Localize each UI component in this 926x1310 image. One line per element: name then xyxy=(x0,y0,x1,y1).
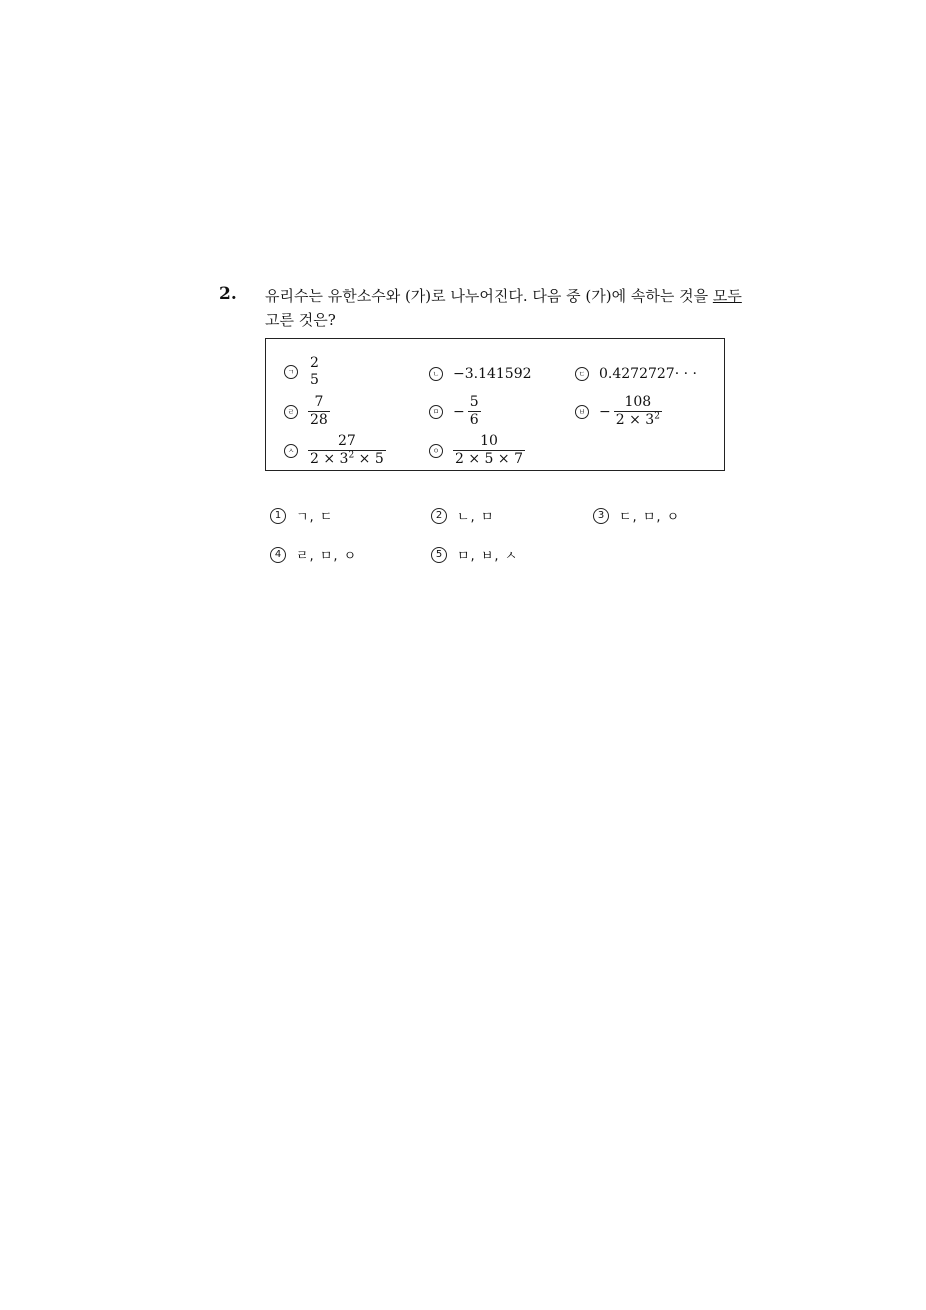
item-a xyxy=(284,355,321,389)
expression-box xyxy=(265,338,725,471)
choice-value: ㅁ, ㅂ, ㅅ xyxy=(457,549,519,564)
choice-value: ㄱ, ㄷ xyxy=(296,510,334,525)
fraction: $\frac{108}{2 \times 3^2}$ xyxy=(615,394,660,428)
choice-number: 1 xyxy=(270,508,286,524)
mark-bieup: ㅂ xyxy=(575,405,589,419)
choice-number: 3 xyxy=(593,508,609,524)
choice-value: ㄴ, ㅁ xyxy=(457,510,495,525)
mark-rieul: ㄹ xyxy=(284,405,298,419)
choice-4[interactable] xyxy=(270,545,357,564)
fraction: $\frac{7}{28}$ xyxy=(310,394,328,428)
choice-number: 2 xyxy=(431,508,447,524)
mark-digeut: ㄷ xyxy=(575,367,589,381)
fraction: 2 5 xyxy=(310,355,319,388)
choice-3[interactable] xyxy=(593,506,680,525)
question-stem xyxy=(265,284,765,332)
choice-number: 4 xyxy=(270,547,286,563)
stem-underlined: 모두 xyxy=(712,287,742,305)
stem-text: 유리수는 유한소수와 (가)로 나누어진다. 다음 중 (가)에 속하는 것을 xyxy=(265,287,713,305)
mark-mieum: ㅁ xyxy=(429,405,443,419)
item-h xyxy=(429,433,525,468)
value: 0.4272727· · · xyxy=(599,366,697,382)
choice-value: ㄹ, ㅁ, ㅇ xyxy=(296,549,358,564)
mark-siot: ㅅ xyxy=(284,444,298,458)
item-c xyxy=(575,366,697,382)
choice-number: 5 xyxy=(431,547,447,563)
item-g xyxy=(284,433,386,468)
mark-ieung: ㅇ xyxy=(429,444,443,458)
stem-text-2: 고른 것은? xyxy=(265,311,336,329)
choice-2[interactable] xyxy=(431,506,494,525)
mark-giyeok: ㄱ xyxy=(284,365,298,379)
item-e: ㅁ − $\frac{5}{6}$ xyxy=(429,394,481,429)
item-b xyxy=(429,366,532,382)
fraction: $\frac{27}{2 \times 3^2 \times 5}$ xyxy=(310,433,384,467)
choice-1[interactable] xyxy=(270,506,333,525)
fraction: $\frac{10}{2 \times 5 \times 7}$ xyxy=(455,433,523,467)
choice-5[interactable] xyxy=(431,545,518,564)
question-number: 2. xyxy=(219,284,237,304)
mark-nieun: ㄴ xyxy=(429,367,443,381)
value: −3.141592 xyxy=(453,366,532,382)
choice-value: ㄷ, ㅁ, ㅇ xyxy=(619,510,681,525)
item-d xyxy=(284,394,330,429)
item-f: ㅂ − $\frac{108}{2 \times 3^2}$ xyxy=(575,394,662,429)
fraction: $\frac{5}{6}$ xyxy=(469,394,479,428)
